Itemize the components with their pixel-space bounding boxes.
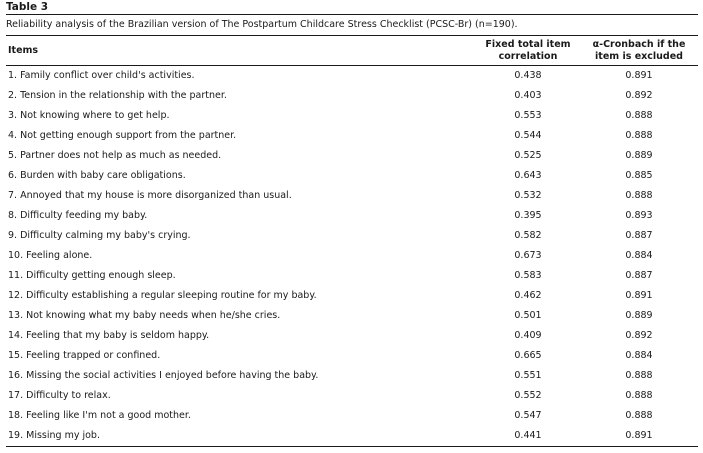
table-row bbox=[6, 346, 698, 366]
item-correlation: 0.582 bbox=[514, 230, 542, 241]
header-row bbox=[6, 36, 698, 66]
item-text: 3. Not knowing where to get help. bbox=[8, 110, 170, 121]
item-correlation: 0.501 bbox=[514, 310, 542, 321]
item-correlation: 0.551 bbox=[514, 370, 542, 381]
item-alpha: 0.888 bbox=[625, 110, 653, 121]
item-text: 1. Family conflict over child's activities. bbox=[8, 70, 195, 81]
table-row bbox=[6, 126, 698, 146]
item-correlation: 0.403 bbox=[514, 90, 542, 101]
table-header bbox=[6, 36, 698, 66]
table-row bbox=[6, 386, 698, 406]
table-row bbox=[6, 206, 698, 226]
header-correlation-line2: correlation bbox=[498, 50, 558, 62]
table-row bbox=[6, 326, 698, 346]
item-text: 5. Partner does not help as much as needed. bbox=[8, 150, 222, 161]
reliability-table bbox=[6, 35, 698, 447]
item-alpha: 0.891 bbox=[625, 290, 653, 301]
table-row bbox=[6, 146, 698, 166]
table-body bbox=[6, 66, 698, 447]
item-correlation: 0.544 bbox=[514, 130, 542, 141]
table-row bbox=[6, 266, 698, 286]
item-alpha: 0.887 bbox=[625, 230, 653, 241]
item-alpha: 0.884 bbox=[625, 250, 653, 261]
item-correlation: 0.409 bbox=[514, 330, 542, 341]
item-text: 18. Feeling like I'm not a good mother. bbox=[8, 410, 191, 421]
header-items: Items bbox=[6, 36, 476, 66]
item-alpha: 0.888 bbox=[625, 390, 653, 401]
item-text: 12. Difficulty establishing a regular sleeping routine for my baby. bbox=[8, 290, 317, 301]
item-alpha: 0.888 bbox=[625, 190, 653, 201]
item-correlation: 0.552 bbox=[514, 390, 542, 401]
item-correlation: 0.462 bbox=[514, 290, 542, 301]
table-row bbox=[6, 66, 698, 87]
table-row bbox=[6, 306, 698, 326]
header-alpha-line1: α-Cronbach if the bbox=[592, 38, 686, 50]
item-text: 10. Feeling alone. bbox=[8, 250, 93, 261]
item-alpha: 0.888 bbox=[625, 410, 653, 421]
item-text: 16. Missing the social activities I enjoyed before having the baby. bbox=[8, 370, 319, 381]
table-row bbox=[6, 166, 698, 186]
header-alpha-line2: item is excluded bbox=[595, 50, 683, 62]
item-alpha: 0.889 bbox=[625, 310, 653, 321]
item-correlation: 0.532 bbox=[514, 190, 542, 201]
item-correlation: 0.643 bbox=[514, 170, 542, 181]
table-row bbox=[6, 186, 698, 206]
table-row bbox=[6, 426, 698, 447]
item-alpha: 0.891 bbox=[625, 70, 653, 81]
table-label: Table 3 bbox=[6, 1, 49, 13]
item-alpha: 0.885 bbox=[625, 170, 653, 181]
item-alpha: 0.888 bbox=[625, 130, 653, 141]
table-row bbox=[6, 106, 698, 126]
table-row bbox=[6, 86, 698, 106]
item-alpha: 0.892 bbox=[625, 90, 653, 101]
item-text: 2. Tension in the relationship with the partner. bbox=[8, 90, 227, 101]
table-row bbox=[6, 226, 698, 246]
item-alpha: 0.884 bbox=[625, 350, 653, 361]
item-text: 7. Annoyed that my house is more disorganized than usual. bbox=[8, 190, 292, 201]
item-text: 19. Missing my job. bbox=[6, 426, 476, 447]
item-text: 15. Feeling trapped or confined. bbox=[8, 350, 161, 361]
item-alpha: 0.893 bbox=[625, 210, 653, 221]
item-text: 14. Feeling that my baby is seldom happy. bbox=[8, 330, 210, 341]
item-text: 4. Not getting enough support from the partner. bbox=[8, 130, 237, 141]
item-alpha: 0.888 bbox=[625, 370, 653, 381]
item-correlation: 0.553 bbox=[514, 110, 542, 121]
item-correlation: 0.395 bbox=[514, 210, 542, 221]
item-text: 6. Burden with baby care obligations. bbox=[8, 170, 186, 181]
item-alpha: 0.889 bbox=[625, 150, 653, 161]
item-alpha: 0.892 bbox=[625, 330, 653, 341]
item-correlation: 0.547 bbox=[514, 410, 542, 421]
item-correlation: 0.665 bbox=[514, 350, 542, 361]
item-correlation: 0.438 bbox=[514, 70, 542, 81]
item-text: 13. Not knowing what my baby needs when he/she cries. bbox=[8, 310, 281, 321]
item-correlation: 0.673 bbox=[514, 250, 542, 261]
header-correlation-line1: Fixed total item bbox=[485, 38, 571, 50]
table-row bbox=[6, 366, 698, 386]
item-text: 8. Difficulty feeding my baby. bbox=[8, 210, 148, 221]
table-caption: Reliability analysis of the Brazilian version of The Postpartum Childcare Stress Checklist (PCSC-Br) (n=190). bbox=[6, 14, 698, 35]
table-container bbox=[6, 1, 698, 447]
table-row bbox=[6, 246, 698, 266]
table-row bbox=[6, 406, 698, 426]
item-alpha: 0.887 bbox=[625, 270, 653, 281]
item-text: 11. Difficulty getting enough sleep. bbox=[8, 270, 176, 281]
item-correlation: 0.583 bbox=[514, 270, 542, 281]
item-correlation: 0.441 bbox=[476, 426, 580, 447]
header-alpha bbox=[580, 36, 698, 66]
item-alpha: 0.891 bbox=[580, 426, 698, 447]
item-text: 9. Difficulty calming my baby's crying. bbox=[8, 230, 191, 241]
table-row bbox=[6, 286, 698, 306]
item-text: 17. Difficulty to relax. bbox=[8, 390, 111, 401]
item-correlation: 0.525 bbox=[514, 150, 542, 161]
header-correlation bbox=[476, 36, 580, 66]
